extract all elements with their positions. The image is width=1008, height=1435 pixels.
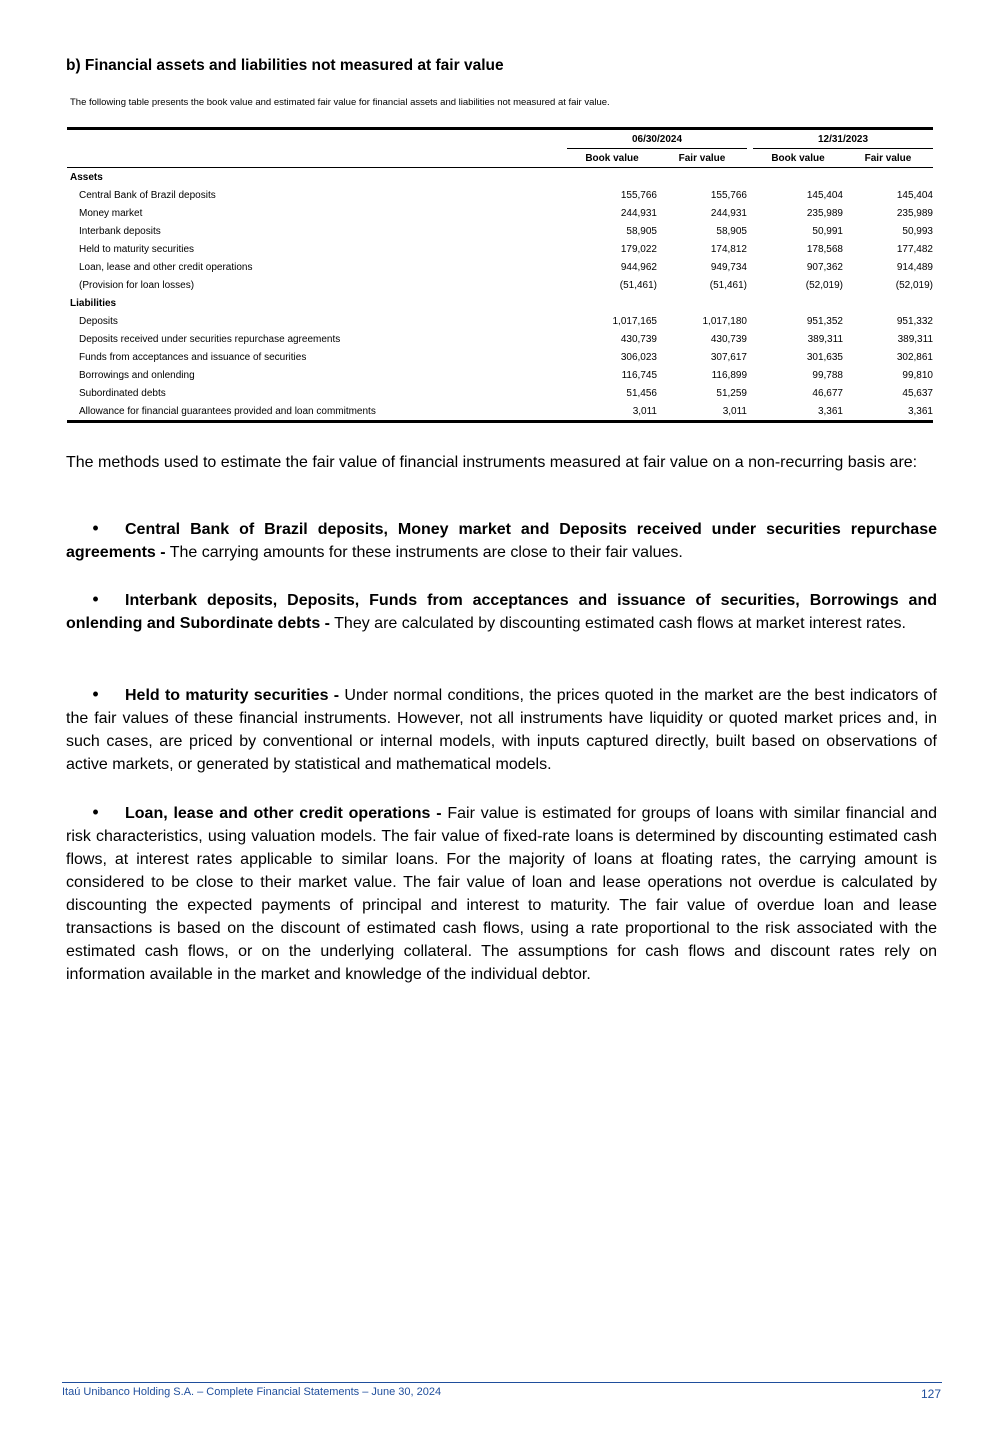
section-heading: b) Financial assets and liabilities not measured at fair value (66, 57, 504, 74)
table-row (67, 402, 933, 422)
cell-value: 50,991 (812, 225, 843, 237)
cell-value: (52,019) (805, 279, 843, 291)
cell-value: 907,362 (806, 261, 843, 273)
methods-intro: The methods used to estimate the fair value of financial instruments measured at fair value on a non-recurring basis are: (66, 454, 918, 471)
cell-value: 116,745 (621, 369, 657, 381)
row-label: Interbank deposits (79, 225, 161, 237)
table-intro: The following table presents the book value and estimated fair value for financial assets and liabilities not measured at fair value. (70, 97, 610, 108)
table-row (67, 312, 933, 330)
period-header: 06/30/2024 (567, 129, 747, 149)
cell-value: 99,810 (902, 369, 933, 381)
bullet-icon: • (92, 518, 99, 538)
row-label: Loan, lease and other credit operations (79, 261, 253, 273)
row-label: Deposits received under securities repurchase agreements (79, 333, 341, 345)
method-bullet (66, 588, 937, 635)
cell-value: 307,617 (710, 351, 747, 363)
cell-value: 155,766 (710, 189, 747, 201)
table-row (67, 204, 933, 222)
bullet-icon: • (92, 802, 99, 822)
table-row (67, 276, 933, 294)
cell-value: 58,905 (626, 225, 657, 237)
row-label: Deposits (79, 315, 118, 327)
cell-value: (51,461) (709, 279, 747, 291)
cell-value: 302,861 (896, 351, 933, 363)
cell-value: 244,931 (620, 207, 657, 219)
method-bullet (66, 683, 937, 776)
bullet-text: The carrying amounts for these instruments are close to their fair values. (165, 544, 683, 561)
column-header: Fair value (657, 149, 747, 168)
cell-value: 116,899 (711, 369, 747, 381)
cell-value: 235,989 (896, 207, 933, 219)
cell-value: 3,011 (657, 402, 747, 422)
bullet-title: Held to maturity securities - (125, 687, 340, 704)
bullet-text: They are calculated by discounting estimated cash flows at market interest rates. (330, 615, 906, 632)
cell-value: 389,311 (897, 333, 933, 345)
row-label: Subordinated debts (79, 387, 166, 399)
row-label: Money market (79, 207, 143, 219)
column-header: Book value (567, 149, 657, 168)
cell-value: 430,739 (620, 333, 657, 345)
cell-value: 306,023 (620, 351, 657, 363)
cell-value: 235,989 (806, 207, 843, 219)
row-label: Central Bank of Brazil deposits (79, 189, 216, 201)
bullet-text: Fair value is estimated for groups of loans with similar financial and risk characteristics, using valuation models. The fair value of fixed-rate loans is determined by discounting estimated cash flows, at interest rates applicable to similar loans. For the majority of loans at floating rates, the carrying amount is considered to be close to their market value. The fair value of loan and lease operations not overdue is calculated by discounting the expected payments of principal and interest to maturity. The fair value of overdue loan and lease transactions is based on the discount of estimated cash flows, using a rate proportional to the risk associated with the estimated cash flows, or on the underlying collateral. The assumptions for cash flows and discount rates rely on information available in the market and knowledge of the individual debtor. (66, 805, 937, 983)
fair-value-table (67, 127, 933, 423)
footer-divider (62, 1382, 942, 1383)
cell-value: 244,931 (710, 207, 747, 219)
cell-value: 301,635 (806, 351, 843, 363)
table-row (67, 186, 933, 204)
bullet-title: Loan, lease and other credit operations - (125, 805, 442, 822)
cell-value: 99,788 (812, 369, 843, 381)
cell-value: 949,734 (710, 261, 747, 273)
cell-value: 145,404 (806, 189, 843, 201)
method-bullet (66, 517, 937, 564)
cell-value: 51,259 (716, 387, 747, 399)
table-row (67, 366, 933, 384)
cell-value: 58,905 (716, 225, 747, 237)
cell-value: 145,404 (896, 189, 933, 201)
method-bullet (66, 801, 937, 986)
cell-value: 944,962 (620, 261, 657, 273)
cell-value: 1,017,180 (702, 315, 747, 327)
cell-value: 951,332 (896, 315, 933, 327)
cell-value: 3,361 (753, 402, 843, 422)
cell-value: 1,017,165 (612, 315, 657, 327)
table-row (67, 240, 933, 258)
footer-text: Itaú Unibanco Holding S.A. – Complete Financial Statements – June 30, 2024 (62, 1386, 442, 1398)
table-row (67, 222, 933, 240)
row-label: Funds from acceptances and issuance of securities (79, 351, 307, 363)
bullet-text: Under normal conditions, the prices quoted in the market are the best indicators of the fair values of these financial instruments. However, not all instruments have liquidity or quoted market prices and, in such cases, are priced by conventional or internal models, with inputs captured directly, built based on observations of active markets, or generated by statistical and mathematical models. (66, 687, 937, 773)
column-header: Book value (753, 149, 843, 168)
row-label: Borrowings and onlending (79, 369, 195, 381)
cell-value: 50,993 (902, 225, 933, 237)
table-row (67, 258, 933, 276)
table-row (67, 330, 933, 348)
cell-value: 3,011 (567, 402, 657, 422)
cell-value: (52,019) (895, 279, 933, 291)
cell-value: 178,568 (806, 243, 843, 255)
bullet-title: Interbank deposits, Deposits, Funds from acceptances and issuance of securities, Borrowings and onlending and Subordinate debts - (66, 592, 937, 632)
cell-value: 3,361 (843, 402, 933, 422)
cell-value: 45,637 (902, 387, 933, 399)
period-header: 12/31/2023 (753, 129, 933, 149)
table-row (67, 384, 933, 402)
cell-value: 46,677 (812, 387, 843, 399)
section-label: Liabilities (70, 297, 117, 309)
cell-value: 430,739 (710, 333, 747, 345)
cell-value: 177,482 (896, 243, 933, 255)
cell-value: 951,352 (806, 315, 843, 327)
row-label: (Provision for loan losses) (79, 279, 195, 291)
bullet-title: Central Bank of Brazil deposits, Money market and Deposits received under securities repurchase agreements - (66, 521, 937, 561)
column-header: Fair value (843, 149, 933, 168)
cell-value: 51,456 (626, 387, 657, 399)
cell-value: (51,461) (619, 279, 657, 291)
cell-value: 389,311 (807, 333, 843, 345)
cell-value: 174,812 (710, 243, 747, 255)
section-label: Assets (70, 171, 103, 183)
cell-value: 914,489 (896, 261, 933, 273)
page-number: 127 (920, 1387, 941, 1401)
bullet-icon: • (92, 684, 99, 704)
bullet-icon: • (92, 589, 99, 609)
table-row (67, 348, 933, 366)
cell-value: 155,766 (620, 189, 657, 201)
row-label: Allowance for financial guarantees provided and loan commitments (67, 402, 567, 422)
cell-value: 179,022 (620, 243, 657, 255)
row-label: Held to maturity securities (79, 243, 195, 255)
